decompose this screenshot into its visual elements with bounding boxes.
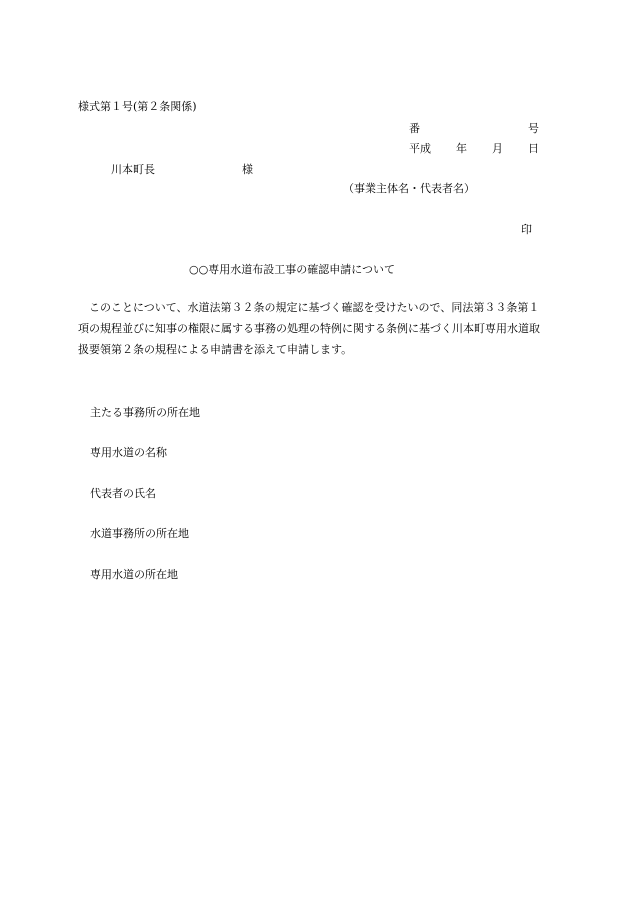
field-representative-name: 代表者の氏名 <box>90 487 156 500</box>
applicant-label: （事業主体名・代表者名） <box>343 182 475 195</box>
form-number: 様式第１号(第２条関係) <box>78 100 197 113</box>
addressee-honorific: 様 <box>242 163 253 176</box>
field-waterworks-office-address: 水道事務所の所在地 <box>90 527 189 540</box>
body-paragraph: このことについて、水道法第３２条の規定に基づく確認を受けたいので、同法第３３条第１項の規程並びに知事の権限に属する事務の処理の特例に関する条例に基づく川本町専用水道取扱要領第２条の規程による申請書を添えて申請します。 <box>78 301 540 356</box>
document-title: ○○専用水道布設工事の確認申請について <box>189 263 395 276</box>
number-suffix: 号 <box>528 122 539 135</box>
date-month: 月 <box>492 142 503 155</box>
date-era: 平成 <box>409 142 431 155</box>
addressee-name: 川本町長 <box>111 163 155 176</box>
field-office-address: 主たる事務所の所在地 <box>90 406 200 419</box>
seal-mark: 印 <box>521 223 532 236</box>
number-label: 番 <box>409 122 420 135</box>
field-waterworks-name: 専用水道の名称 <box>90 446 167 459</box>
field-waterworks-location: 専用水道の所在地 <box>90 568 178 581</box>
date-day: 日 <box>528 142 539 155</box>
date-year: 年 <box>456 142 467 155</box>
